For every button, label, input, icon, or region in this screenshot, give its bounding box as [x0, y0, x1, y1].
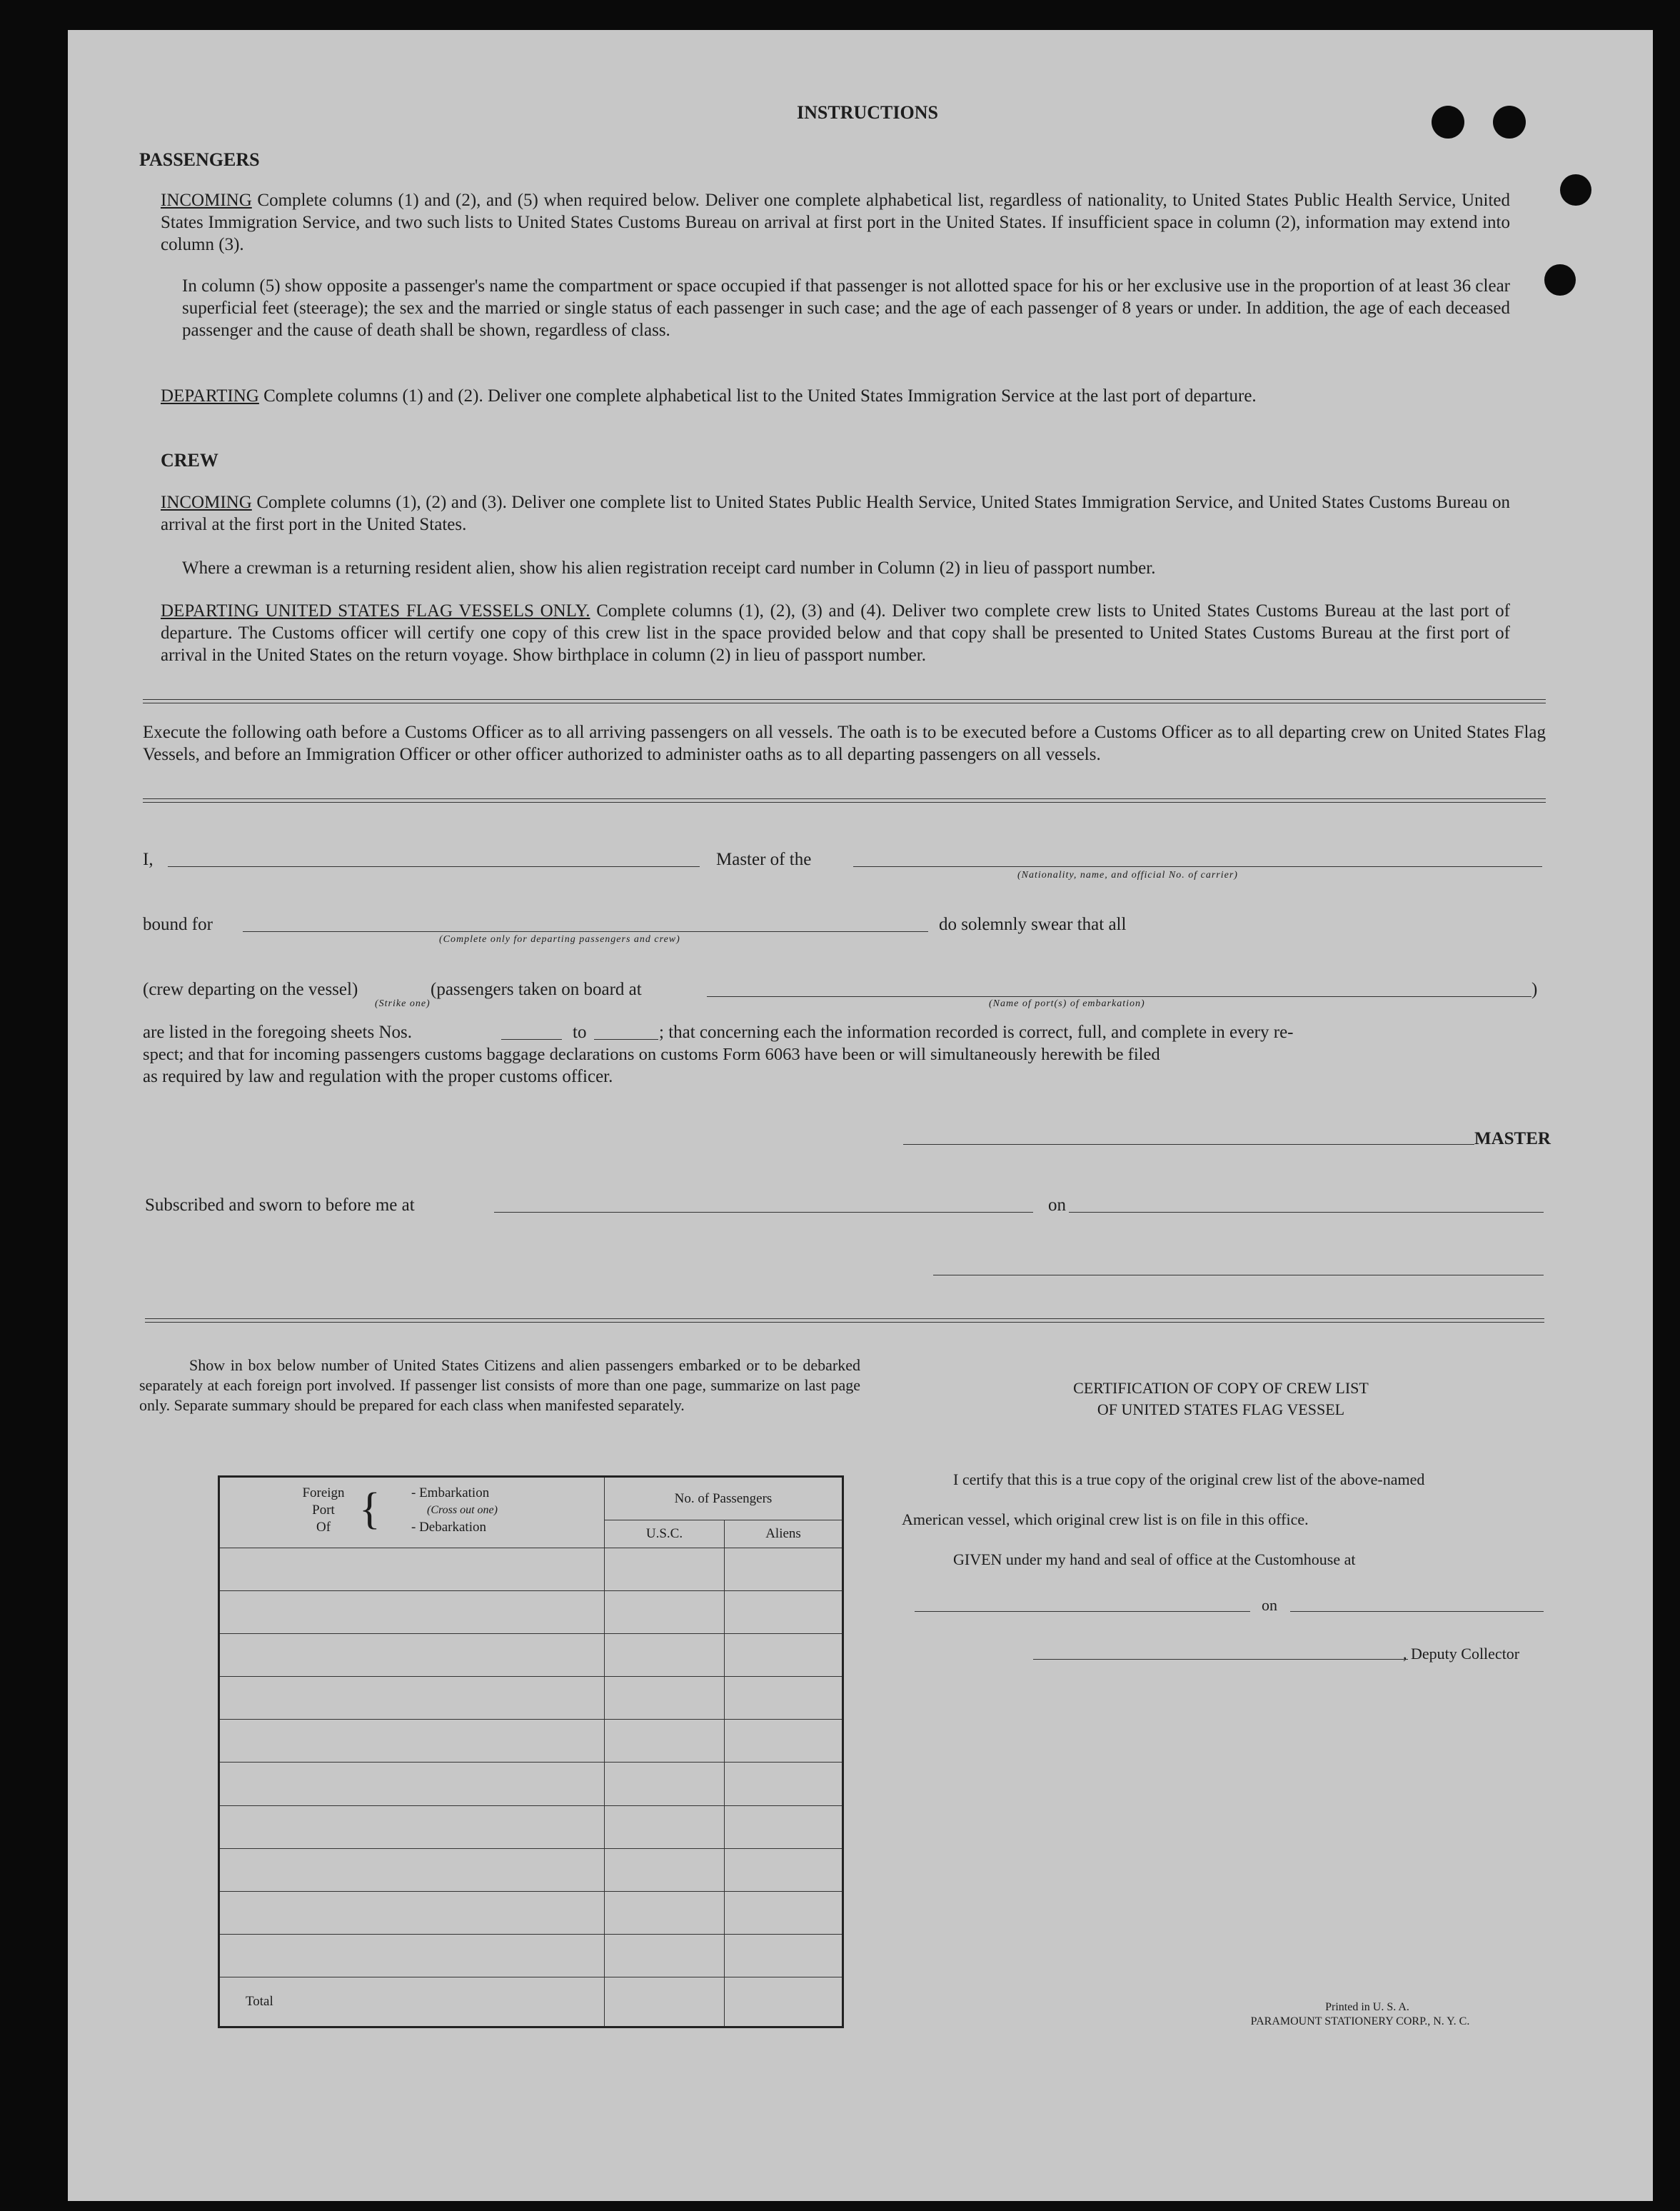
passengers-taken-option: (passengers taken on board at [431, 980, 642, 999]
passengers-incoming-label: INCOMING [161, 191, 252, 210]
instructions-heading: INSTRUCTIONS [797, 102, 938, 123]
aliens-cell[interactable] [725, 1720, 843, 1763]
table-row [219, 1720, 843, 1763]
crew-incoming-paragraph [161, 491, 1510, 536]
aliens-cell[interactable] [725, 1677, 843, 1720]
strike-one-hint: (Strike one) [375, 998, 431, 1009]
swear-text: do solemnly swear that all [939, 915, 1127, 934]
oath-i-label: I, [143, 850, 154, 869]
embarkation-label: - Embarkation [411, 1485, 490, 1500]
table-row [219, 1548, 843, 1591]
table-row [219, 1677, 843, 1720]
usc-cell[interactable] [605, 1934, 725, 1977]
bound-for-hint: (Complete only for departing passengers and crew) [439, 934, 680, 945]
usc-cell[interactable] [605, 1720, 725, 1763]
total-aliens-cell[interactable] [725, 1977, 843, 2027]
aliens-header: Aliens [725, 1520, 843, 1548]
port-header-cell [219, 1477, 605, 1548]
port-cell[interactable] [219, 1934, 605, 1977]
usc-header: U.S.C. [605, 1520, 725, 1548]
table-row [219, 1591, 843, 1634]
total-label: Total [219, 1977, 605, 2027]
usc-cell[interactable] [605, 1591, 725, 1634]
divider [143, 798, 1546, 803]
passengers-incoming-text: Complete columns (1) and (2), and (5) when required below. Deliver one complete alphabetical list, regardless of nationality, to United States Public Health Service, United States Immigration Service, and two such lists to United States Customs Bureau on arrival at first port in the United States. If insufficient space in column (2), information may extend into column (3). [161, 191, 1511, 254]
sheet-to-field[interactable] [594, 1039, 658, 1040]
close-paren: ) [1531, 980, 1538, 999]
punch-hole [1560, 174, 1591, 206]
deputy-collector-label: , Deputy Collector [1403, 1645, 1520, 1663]
oath-instructions: Execute the following oath before a Customs Officer as to all arriving passengers on all vessels. The oath is to be executed before a Customs Officer as to all departing crew on United States Flag Vessels, and before an Immigration Officer or other officer authorized to administer oaths as to all departing passengers on all vessels. [143, 723, 1546, 764]
usc-cell[interactable] [605, 1763, 725, 1805]
debarkation-label: - Debarkation [411, 1520, 486, 1535]
listed-rest-2: spect; and that for incoming passengers customs baggage declarations on customs Form 6063 have been or will simultaneously herewith be filed [143, 1045, 1160, 1064]
total-usc-cell[interactable] [605, 1977, 725, 2027]
certification-line-3: GIVEN under my hand and seal of office at the Customhouse at [953, 1550, 1356, 1568]
to-word: to [573, 1023, 587, 1042]
table-row [219, 1891, 843, 1934]
passengers-departing-paragraph [161, 385, 1510, 407]
column5-paragraph: In column (5) show opposite a passenger's name the compartment or space occupied if that passenger is not allotted space for his or her exclusive use in the proportion of at least 36 clear superficial feet (steerage); the sex and the married or single status of each passenger in such case; and the age of each passenger of 8 years or under. In addition, the age of each deceased passenger and the cause of death shall be shown, regardless of class. [182, 276, 1510, 340]
certification-title-1: CERTIFICATION OF COPY OF CREW LIST [1073, 1379, 1369, 1397]
document-sheet [68, 30, 1653, 2201]
table-row [219, 1848, 843, 1891]
punch-hole [1432, 106, 1464, 139]
aliens-cell[interactable] [725, 1848, 843, 1891]
usc-cell[interactable] [605, 1805, 725, 1848]
certification-line-1: I certify that this is a true copy of the original crew list of the above-named [953, 1470, 1425, 1488]
certification-line-2: American vessel, which original crew list is on file in this office. [902, 1510, 1309, 1528]
master-name-field[interactable] [168, 866, 700, 867]
aliens-cell[interactable] [725, 1548, 843, 1591]
summary-header-row [219, 1477, 843, 1520]
port-label: Port [312, 1503, 335, 1518]
port-cell[interactable] [219, 1677, 605, 1720]
divider [143, 699, 1546, 703]
crew-departing-label: DEPARTING UNITED STATES FLAG VESSELS ONLY. [161, 601, 590, 621]
brace-glyph: { [359, 1485, 381, 1533]
table-row [219, 1634, 843, 1677]
carrier-field[interactable] [853, 866, 1542, 867]
passenger-summary-table [218, 1475, 844, 2028]
crew-departing-paragraph [161, 600, 1510, 666]
passengers-departing-text: Complete columns (1) and (2). Deliver one complete alphabetical list to the United States Immigration Service at the last port of departure. [263, 386, 1257, 406]
port-cell[interactable] [219, 1763, 605, 1805]
port-cell[interactable] [219, 1720, 605, 1763]
listed-prefix: are listed in the foregoing sheets Nos. [143, 1023, 412, 1042]
table-row [219, 1934, 843, 1977]
aliens-cell[interactable] [725, 1891, 843, 1934]
aliens-cell[interactable] [725, 1805, 843, 1848]
crew-heading: CREW [161, 450, 218, 471]
aliens-cell[interactable] [725, 1591, 843, 1634]
usc-cell[interactable] [605, 1891, 725, 1934]
port-cell[interactable] [219, 1634, 605, 1677]
foreign-label: Foreign [302, 1485, 345, 1500]
passengers-heading: PASSENGERS [139, 149, 260, 170]
divider [145, 1318, 1544, 1323]
listed-rest-3: as required by law and regulation with the proper customs officer. [143, 1067, 613, 1086]
deputy-signature-field[interactable] [1033, 1659, 1408, 1660]
usc-cell[interactable] [605, 1848, 725, 1891]
sheet-from-field[interactable] [501, 1039, 562, 1040]
total-row [219, 1977, 843, 2027]
sworn-date-field[interactable] [1069, 1212, 1544, 1213]
subscribed-label: Subscribed and sworn to before me at [145, 1195, 415, 1215]
passengers-departing-label: DEPARTING [161, 386, 259, 406]
usc-cell[interactable] [605, 1677, 725, 1720]
punch-hole [1493, 106, 1526, 139]
certification-on-word: on [1262, 1596, 1277, 1614]
punch-hole [1544, 264, 1576, 296]
ports-field[interactable] [707, 996, 1531, 997]
port-cell[interactable] [219, 1848, 605, 1891]
usc-cell[interactable] [605, 1548, 725, 1591]
no-passengers-header: No. of Passengers [605, 1477, 843, 1520]
port-cell[interactable] [219, 1805, 605, 1848]
master-label: MASTER [1474, 1129, 1551, 1148]
bound-for-label: bound for [143, 915, 213, 934]
port-cell[interactable] [219, 1591, 605, 1634]
carrier-hint: (Nationality, name, and official No. of carrier) [1017, 870, 1238, 881]
passengers-incoming-paragraph [161, 189, 1510, 256]
certification-date-field[interactable] [1290, 1611, 1544, 1612]
port-cell[interactable] [219, 1548, 605, 1591]
port-cell[interactable] [219, 1891, 605, 1934]
master-of-the-label: Master of the [716, 850, 812, 869]
printer-line-2: PARAMOUNT STATIONERY CORP., N. Y. C. [1250, 2015, 1470, 2027]
sworn-on-word: on [1048, 1195, 1066, 1215]
crew-resident-paragraph: Where a crewman is a returning resident alien, show his alien registration receipt card number in Column (2) in lieu of passport number. [182, 558, 1156, 578]
sworn-place-field[interactable] [494, 1212, 1033, 1213]
customhouse-field[interactable] [915, 1611, 1250, 1612]
crew-incoming-text: Complete columns (1), (2) and (3). Deliver one complete list to United States Public Health Service, United States Immigration Service, and United States Customs Bureau on arrival at the first port in the United States. [161, 493, 1510, 534]
table-row [219, 1763, 843, 1805]
aliens-cell[interactable] [725, 1763, 843, 1805]
usc-cell[interactable] [605, 1634, 725, 1677]
crew-incoming-label: INCOMING [161, 493, 252, 512]
summary-instruction: Show in box below number of United States Citizens and alien passengers embarked or to be debarked separately at each foreign port involved. If passenger list consists of more than one page, summarize on last page only. Separate summary should be prepared for each class when manifested separately. [139, 1356, 860, 1414]
cross-out-label: (Cross out one) [427, 1504, 498, 1516]
aliens-cell[interactable] [725, 1634, 843, 1677]
table-row [219, 1805, 843, 1848]
printer-line-1: Printed in U. S. A. [1325, 2001, 1409, 2013]
crew-departing-text: Complete columns (1), (2), (3) and (4). Deliver two complete crew lists to United States Customs Bureau at the last port of departure. The Customs officer will certify one copy of this crew list in the space provided below and that copy shall be presented to United States Customs Bureau at the first port of arrival in the United States on the return voyage. Show birthplace in column (2) in lieu of passport number. [161, 601, 1511, 665]
bound-for-field[interactable] [243, 931, 928, 932]
master-signature-field[interactable] [903, 1144, 1474, 1145]
aliens-cell[interactable] [725, 1934, 843, 1977]
certification-title-2: OF UNITED STATES FLAG VESSEL [1097, 1400, 1345, 1418]
ports-hint: (Name of port(s) of embarkation) [989, 998, 1145, 1009]
of-label: Of [316, 1520, 331, 1535]
crew-departing-option: (crew departing on the vessel) [143, 980, 358, 999]
listed-rest-1: ; that concerning each the information recorded is correct, full, and complete in every re- [659, 1023, 1294, 1042]
